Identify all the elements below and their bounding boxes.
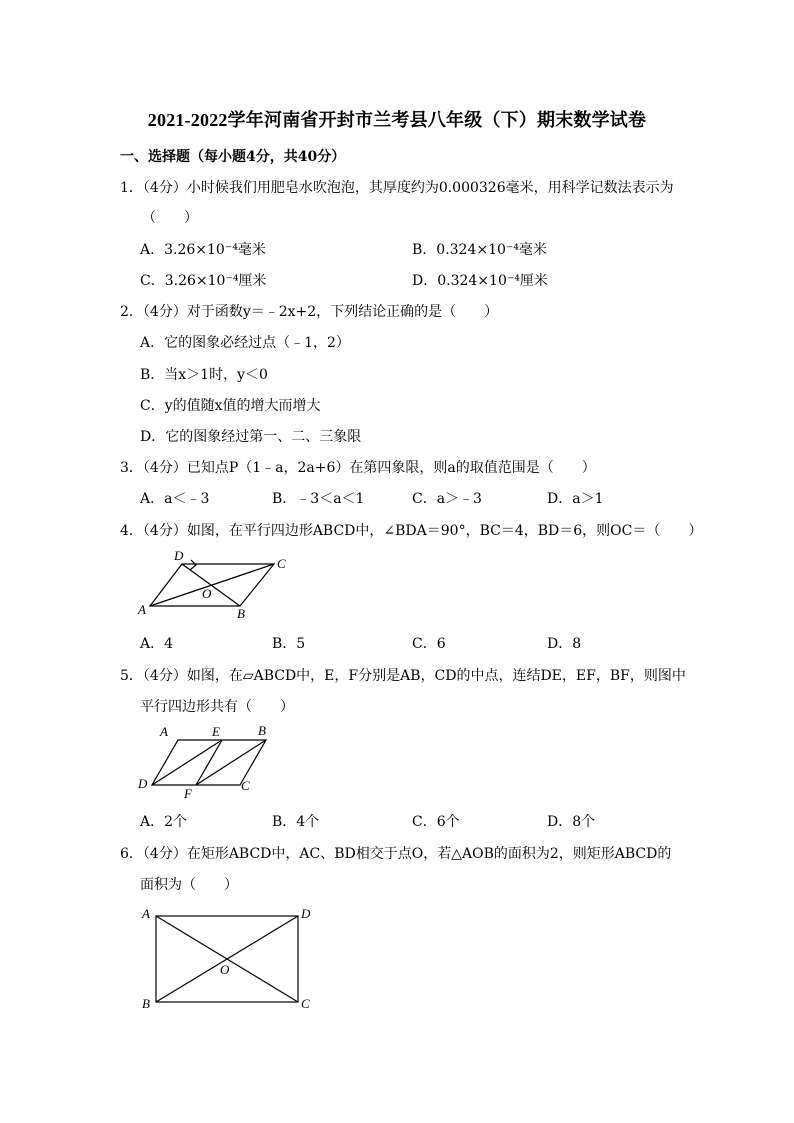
q4-label-b: B bbox=[237, 606, 245, 621]
q5-label-d: D bbox=[138, 776, 148, 791]
q4-option-b: B．5 bbox=[272, 636, 306, 652]
q2-stem: 2．（4分）对于函数y＝﹣2x+2，下列结论正确的是（ ） bbox=[120, 304, 499, 320]
q6-label-b: B bbox=[142, 996, 150, 1011]
q3-stem: 3．（4分）已知点P（1﹣a，2a+6）在第四象限，则a的取值范围是（ ） bbox=[120, 460, 596, 476]
q1-option-a: A．3.26×10⁻⁴毫米 bbox=[140, 242, 266, 258]
q6-label-o: O bbox=[220, 962, 230, 977]
q4-option-d: D．8 bbox=[547, 636, 582, 652]
q2-option-a: A．它的图象必经过点（﹣1，2） bbox=[140, 335, 350, 351]
q4-option-c: C．6 bbox=[412, 636, 446, 652]
q1-stem-cont: （ ） bbox=[142, 210, 198, 226]
q6-label-c: C bbox=[301, 996, 310, 1011]
q4-label-o: O bbox=[202, 586, 212, 601]
q5-stem: 5．（4分）如图，在▱ABCD中，E，F分别是AB，CD的中点，连结DE，EF，BF，则图中 bbox=[120, 668, 686, 684]
q5-label-e: E bbox=[212, 724, 220, 739]
q5-option-b: B．4个 bbox=[272, 814, 320, 830]
q2-option-d: D．它的图象经过第一、二、三象限 bbox=[140, 429, 362, 445]
q4-option-a: A．4 bbox=[140, 636, 174, 652]
q6-label-a: A bbox=[142, 906, 150, 921]
q3-option-b: B．﹣3＜a＜1 bbox=[272, 491, 365, 507]
q6-rectangle-figure bbox=[138, 904, 318, 1016]
q2-option-b: B．当x＞1时，y＜0 bbox=[140, 367, 268, 383]
q1-option-b: B．0.324×10⁻⁴毫米 bbox=[412, 242, 547, 258]
q4-stem: 4．（4分）如图，在平行四边形ABCD中，∠BDA＝90°，BC＝4，BD＝6，则OC＝（ ） bbox=[120, 523, 703, 539]
q5-parallelogram-figure bbox=[132, 722, 282, 802]
q4-parallelogram-figure bbox=[134, 548, 294, 624]
q1-option-d: D．0.324×10⁻⁴厘米 bbox=[412, 273, 548, 289]
q4-label-a: A bbox=[138, 602, 146, 617]
q5-option-c: C．6个 bbox=[412, 814, 460, 830]
q2-option-c: C．y的值随x值的增大而增大 bbox=[140, 398, 321, 414]
q4-label-c: C bbox=[277, 556, 286, 571]
q6-stem: 6．（4分）在矩形ABCD中，AC、BD相交于点O，若△AOB的面积为2，则矩形ABCD的 bbox=[120, 846, 672, 862]
q6-label-d: D bbox=[301, 906, 311, 921]
q3-option-a: A．a＜﹣3 bbox=[140, 491, 210, 507]
q1-stem: 1．（4分）小时候我们用肥皂水吹泡泡，其厚度约为0.000326毫米，用科学记数法表示为 bbox=[120, 180, 674, 196]
q5-label-f: F bbox=[184, 786, 192, 801]
q5-label-a: A bbox=[160, 724, 168, 739]
q1-option-c: C．3.26×10⁻⁴厘米 bbox=[140, 273, 267, 289]
q6-stem-cont: 面积为（ ） bbox=[140, 877, 238, 893]
q3-option-c: C．a＞﹣3 bbox=[412, 491, 482, 507]
q4-label-d: D bbox=[174, 548, 184, 563]
q3-option-d: D．a＞1 bbox=[547, 491, 604, 507]
q5-option-a: A．2个 bbox=[140, 814, 188, 830]
section-heading: 一、选择题（每小题4分，共40分） bbox=[120, 149, 346, 165]
q5-label-b: B bbox=[258, 723, 266, 738]
page-title: 2021-2022学年河南省开封市兰考县八年级（下）期末数学试卷 bbox=[147, 110, 647, 130]
q5-option-d: D．8个 bbox=[547, 814, 596, 830]
q5-label-c: C bbox=[241, 778, 250, 793]
q5-stem-cont: 平行四边形共有（ ） bbox=[140, 699, 294, 715]
